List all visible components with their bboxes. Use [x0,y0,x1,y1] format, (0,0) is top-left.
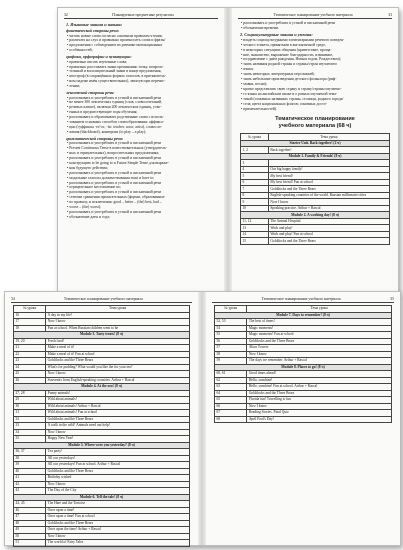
lesson-plan-table [240,133,390,245]
lesson-number: 48 [14,520,46,527]
page-35-content [214,305,392,541]
lesson-number: 33 [14,423,46,430]
lesson-number: 63 [215,384,247,391]
lesson-topic: All our yesterdays! Fun at school. Arthur + Rascal [46,462,190,469]
lesson-topic: Alton Towers [247,345,392,352]
bullet-item: • ции (суффиксы -er/-or, -ist: teacher, actor, artist), словосло- [66,125,216,130]
lesson-number: 38 [14,455,46,462]
running-head [11,296,192,303]
bullet-item: • по правилу, и исключения: good – better – (the) best, bad – [66,200,216,205]
lesson-topic: What's for pudding? What would you like the for your tea? [46,364,190,371]
module-title: Module 4. At the zoo! (8 ч) [14,384,190,391]
bullet-item: • worse – (the) worst); [66,205,216,210]
subsection-title: грамматической стороны речи: [66,135,124,141]
lesson-topic: Now I know [46,319,190,326]
lesson-number: 62 [215,377,247,384]
module-title: Module 2. A working day! (8 ч) [241,212,390,219]
lesson-topic: All our yesterdays! [46,455,190,462]
lesson-number: 49 [14,527,46,534]
bullet-item: • различать на слух и правильно произносить слова и фразы/ [66,38,216,43]
bullet-item: • распознавать и употреблять в устной и письменной речи [240,21,390,26]
lesson-topic: Now I know [247,403,392,410]
lesson-topic: Birthday wished [46,475,190,482]
lesson-topic: Now I know [46,371,190,378]
lesson-topic: April Fool's Day! [247,416,392,423]
lesson-topic: English-speaking countries of the world. Russian millionaire cities [268,192,389,199]
bullet-item: • примечательностей). [240,107,390,112]
lesson-topic: A walk in the wild! Animals need our help! [46,423,190,430]
lesson-number: 6 [241,179,269,186]
lesson-number: 44, 45 [14,501,46,508]
lesson-topic: Goldilocks and the Three Bears [247,338,392,345]
lesson-number: 34 [14,429,46,436]
lesson-number: 15 [241,238,269,245]
page-number: 32 [64,13,68,17]
bullet-item: • села; цвета национальных флагов; основных досто- [240,102,390,107]
lesson-number: 59 [215,358,247,365]
bullet-item: • степени сравнения прилагательных (формы, образованные [66,195,216,200]
bullet-item: • тельный и восклицательный знаки в конце предложения, [66,69,216,74]
bullet-item: • поздравление с днём рождения, Новым годом, Рождеством); [240,57,390,62]
bullet-item: • не менее 300 лексических единиц (слов, словосочетаний, [66,100,216,105]
lesson-topic: The world of Fairy Tales [46,540,190,547]
lesson-number: 24 [14,364,46,371]
lesson-topic: Florida fun! Travelling is fun [247,397,392,404]
bullet-item: • правильно расставлять знаки препинания: точку, вопроси- [66,65,216,70]
bullet-item: • распознавать и употреблять в устной и письменной речи [66,156,216,161]
bullet-item: • распознавать и употреблять в устной и письменной речи [66,141,216,146]
col-header-lesson: № урока [215,306,247,313]
lesson-topic: Make a meal of it! [46,345,190,352]
bullet-item: • распознавать и употреблять в устной и письменной речи [66,171,216,176]
module-title: Module 3. Tasty treats! (8 ч) [14,332,190,339]
bullet-item: • распознавать и употреблять в устной и письменной речи [66,210,216,215]
bullet-list [66,60,216,89]
col-header-lesson: № урока [14,306,46,313]
lesson-topic: Wild about animals! Fun at school [46,410,190,417]
lesson-topic: Wild about animals! Arthur + Rascal [46,403,190,410]
lesson-topic: Goldilocks and the Three Bears [268,186,389,193]
running-head-title: Тематическое планирование учебного материала [63,297,143,301]
results-text [66,21,216,288]
lesson-topic: Happy New Year! [46,436,190,443]
bullet-item: • модальные глаголы долженствования must и have to; [66,176,216,181]
module-title: Module 8. Places to go! (8 ч) [215,364,392,371]
bullet-item: • распознавать и употреблять в устной и письменной речи [66,181,216,186]
bullet-item: • отрицательное местоимение no; [66,185,216,190]
top-book-spread [57,7,399,293]
lesson-topic: Speaking practice. Arthur + Rascal [268,205,389,212]
lesson-topic: The Day of the City [46,488,190,495]
lesson-number: 26 [14,377,46,384]
subsection-title: лексической стороны речи: [66,90,115,96]
plan-heading-line-2: учебного материала (68 ч) [278,123,352,130]
bullet-item: • знать небольшие произведения детского фольклора (риф- [240,77,390,82]
lesson-number: 52, 53 [215,319,247,326]
lesson-number: 22 [14,351,46,358]
lesson-number: 47 [14,514,46,521]
lesson-number: 64 [215,390,247,397]
lesson-number: 31 [14,410,46,417]
lesson-number: 14 [241,231,269,238]
lesson-number: 5 [241,173,269,180]
lesson-number: 3 [241,160,269,167]
lesson-number: 43 [14,488,46,495]
table-row [241,238,390,245]
page-number: 35 [390,297,394,301]
bullet-item: • апостроф (в сокращённых формах глаголов, в притяжатель- [66,74,216,79]
lesson-number: 35 [14,436,46,443]
lesson-number: 40 [14,468,46,475]
lesson-number: 7 [241,186,269,193]
lesson-number: 27, 28 [14,390,46,397]
lesson-number: 11, 12 [241,218,269,225]
page-32 [58,8,224,292]
lesson-number: 58 [215,351,247,358]
bullet-item: • лении; [66,84,216,89]
section-title: 1. Языковые знания и навыки [66,22,122,27]
bullet-item: • ных и отрицательных), вопросительных предложениях; [66,151,216,156]
bullet-item: • енных в предшествующие годы обучения; [66,110,216,115]
bullet-item: • ние, знакомство, выражение благодарности, извинение, [240,53,390,58]
page-35 [206,292,400,545]
lesson-number: 68 [215,416,247,423]
bullet-item: • обозначение даты и года; [66,215,216,220]
module-title: Module 6. Tell the tale! (8 ч) [14,494,190,501]
bullet-item: • распознавать и образовывать родственные слова с исполь- [66,115,216,120]
lesson-number: 50 [14,533,46,540]
lesson-topic: Wild about animals! [46,397,190,404]
lesson-number: 30 [14,403,46,410]
book-gutter [198,292,206,545]
lesson-topic: Goldilocks and the Three Bears [247,390,392,397]
lesson-topic: The days we remember. Arthur + Rascal [247,358,392,365]
lesson-topic: Tea party! [46,449,190,456]
bullet-item: • го языка на английском языке и о разных изучаемой тема- [240,92,390,97]
lesson-number: 10 [241,205,269,212]
lesson-topic: Hello, sunshine! [247,377,392,384]
lesson-topic: Now I know [46,481,190,488]
lesson-topic: Goldilocks and the Three Bears [46,468,190,475]
bullet-item: • языка; [240,67,390,72]
subsection-title: фонетической стороны речи: [66,28,120,33]
bullet-item: • распознавать и употреблять в устной и письменной речи [66,190,216,195]
lesson-number: 65 [215,397,247,404]
lesson-topic: Our big happy family! [268,166,389,173]
bullet-item: • распознавать и употреблять в устной и письменной речи [66,96,216,101]
module-title: Starter Unit. Back together! (2 ч) [241,140,390,147]
plan-heading [240,116,390,130]
lesson-topic: Once upon the time! Arthur + Rascal [46,527,190,534]
table-row [215,416,392,423]
col-header-topic: Тема урока [247,306,392,313]
bottom-book-spread [4,291,401,546]
lesson-topic: Make a meal of it! Fun at school [46,351,190,358]
bullet-list [240,21,390,31]
bullet-item: • мовки, песни); [240,82,390,87]
bullet-item: • правильно писать изученные слова; [66,60,216,65]
lesson-topic: Goldilocks and the Three Bears [46,520,190,527]
bullet-item: • Present Continuous Tense в повествовательных (утвердитель- [66,146,216,151]
col-header-lesson: № урока [241,134,269,141]
bullet-item: • особенностей; [66,48,216,53]
lesson-topic: The Animal Hospital [268,218,389,225]
lesson-number: 56 [215,338,247,345]
lesson-topic: Now I know [46,533,190,540]
lesson-number: 1, 2 [241,147,269,154]
lesson-number: 60, 61 [215,371,247,378]
bullet-item: • в некоторых ситуациях общения (приветствие, проща- [240,48,390,53]
lesson-plan-table [214,305,392,423]
lesson-number: 19, 20 [14,338,46,345]
bullet-item: • владеть социокультурными элементарными речевого поведен- [240,38,390,43]
running-head-title: Тематическое планирование учебного материала [273,13,353,17]
bullet-item: • обозначение времени. [240,26,390,31]
lesson-number: 4 [241,166,269,173]
lesson-number: 17 [14,319,46,326]
bullet-item: • ния будущего действия; [66,166,216,171]
bullet-list [66,34,216,54]
bullet-item: • речевых клише), включая 200 лексических единиц, усво- [66,105,216,110]
lesson-topic: Good times ahead! [247,371,392,378]
lesson-topic: Souvenirs from English-speaking countries. Arthur + Rascal [46,377,190,384]
lesson-number: 13 [241,225,269,232]
lesson-number: 54 [215,325,247,332]
col-header-topic: Тема урока [46,306,190,313]
lesson-number: 67 [215,410,247,417]
lesson-number: 66 [215,403,247,410]
bullet-item: • жения (blackboard), конверсии (to play – a play); [66,130,216,135]
table-row [14,540,190,547]
bullet-item: • тикой (основных названиях страны, столицы, родного города/ [240,97,390,102]
bullet-item: • зованием основных способов словообразования: аффикса- [66,120,216,125]
module-title: Module 1. Family & Friends! (8 ч) [241,153,390,160]
lesson-topic: Back together! [268,147,389,154]
lesson-number: 41 [14,475,46,482]
bullet-list [66,96,216,135]
lesson-number: 18 [14,325,46,332]
lesson-topic: Work and play! [268,225,389,232]
lesson-topic: The best of times! [247,319,392,326]
lesson-topic: Now I know [268,199,389,206]
lesson-number: 46 [14,507,46,514]
bullet-item: • знать названия родной страны и страны/стран изучаемого [240,62,390,67]
page-34 [5,292,198,545]
lesson-topic: Goldilocks and the Three Bears [46,416,190,423]
bullet-item: • знать некоторых литературных персонажей; [240,72,390,77]
running-head [238,12,392,19]
page-number: 33 [388,13,392,17]
lesson-topic: A day in my life! [46,312,190,319]
lesson-number: 29 [14,397,46,404]
module-title: Module 5. Where were you yesterday? (8 ч) [14,442,190,449]
lesson-number: 57 [215,345,247,352]
lesson-number: 51 [14,540,46,547]
lesson-number: 55 [215,332,247,339]
lesson-number: 9 [241,199,269,206]
lesson-topic: The Hare and the Tortoise [46,501,190,508]
lesson-topic: Hello, sunshine! Fun at school. Arthur + Rascal [247,384,392,391]
bullet-item: • предложения с соблюдением их ритмико-интонационных [66,43,216,48]
lesson-topic: Once upon a time! [46,507,190,514]
running-head [212,296,394,303]
lesson-topic: Work and play! Fun at school [268,231,389,238]
bullet-item: • ческого этикета, принятыми в англоязычной среде, [240,43,390,48]
lesson-number: 8 [241,192,269,199]
lesson-topic: Now I know [46,429,190,436]
bullet-item: • конструкцию to be going to и Future Simple Tense для выраже- [66,161,216,166]
lesson-topic: Magic moments! Fun at school [247,332,392,339]
book-gutter [224,8,232,292]
lesson-topic: My best friend! Fun at school [268,179,389,186]
lesson-topic: Goldilocks and the Three Bears [268,238,389,245]
bullet-list [240,38,390,112]
lesson-topic: My best friend! [268,173,389,180]
lesson-number: 32 [14,416,46,423]
module-title: Module 7. Days to remember! (8 ч) [215,312,392,319]
running-head-title: Тематическое планирование учебного материала [261,297,341,301]
section-title: 2. Социокультурные знания и умения: [240,31,313,37]
lesson-topic: Now I know [247,351,392,358]
plan-heading-line-1: Тематическое планирование [275,116,355,123]
lesson-plan-table [13,305,190,547]
lesson-number: 42 [14,481,46,488]
bullet-item: • кратко представлять свою страну и страну/страны изучаемо- [240,87,390,92]
lesson-number: 16 [14,312,46,319]
lesson-number: 25 [14,371,46,378]
lesson-topic: Reading Stories. Final Quiz [247,410,392,417]
col-header-topic: Тема урока [268,134,389,141]
running-head [64,12,218,19]
page-33-content [240,21,390,288]
lesson-number: 39 [14,462,46,469]
lesson-number: 21 [14,345,46,352]
running-head-title: Планируемые предметные результаты [112,13,174,17]
lesson-topic: Fresh food! [46,338,190,345]
page-34-content [13,305,190,545]
subsection-title: графики, орфографии и пунктуации: [66,54,132,60]
page-number: 34 [11,297,15,301]
bullet-item: • ном падеже имён существительных), запятую при перечис- [66,79,216,84]
lesson-topic: Magic moments! [247,325,392,332]
lesson-number: 36, 37 [14,449,46,456]
bullet-item: • читать новые слова согласно основным правилам чтения; [66,34,216,39]
lesson-number: 23 [14,358,46,365]
bullet-list [66,141,216,220]
lesson-topic: Once upon a time! Fun at school [46,514,190,521]
page-33 [232,8,398,292]
lesson-topic: Funny animals! [46,390,190,397]
lesson-topic: Goldilocks and the Three Bears [46,358,190,365]
lesson-topic: Fun at school. When Russian children went to be [46,325,190,332]
